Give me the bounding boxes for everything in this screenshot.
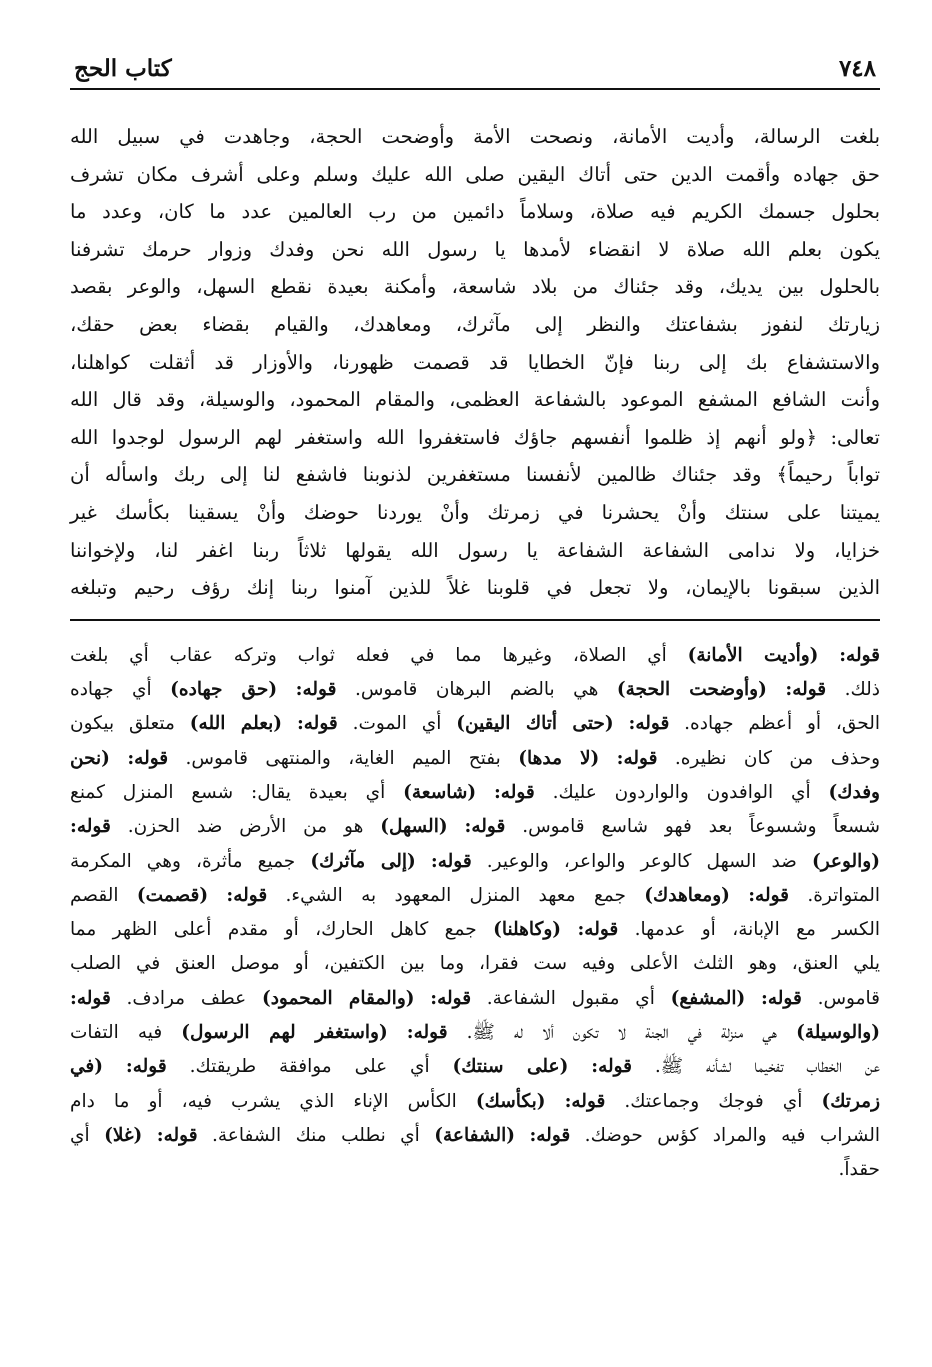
footnote-line: قاموس. قوله: (المشفع) أي مقبول الشفاعة. قوله: (والمقام المحمود) عطف مرادف. قوله: bbox=[70, 987, 880, 1009]
footnote-line: شسعاً وشسوعاً بعد فهو شاسع قاموس. قوله: (السهل) هو من الأرض ضد الحزن. قوله: bbox=[70, 816, 880, 838]
book-page bbox=[70, 40, 880, 1187]
footnote-line: حقداً. bbox=[838, 1159, 880, 1181]
main-text-line: وأنت الشافع المشفع الموعود بالشفاعة العظمى، والمقام المحمود، والوسيلة، وقد قال الله bbox=[70, 388, 880, 412]
main-text-line: بحلول جسمك الكريم فيه صلاة، وسلاماً دائمين من رب العالمين عدد ما كان، وعدد ما bbox=[70, 200, 880, 224]
footnote-line: وفدك) أي الوافدون والواردون عليك. قوله: (شاسعة) أي بعيدة يقال: شسع المنزل كمنع bbox=[70, 781, 880, 803]
page-header bbox=[70, 40, 880, 90]
footnote-line: يلي العنق، وهو الثلث الأعلى وفيه ست فقرا، وما بين الكتفين، أو موصل العنق في الصلب bbox=[70, 953, 880, 975]
book-title: كتاب الحج bbox=[74, 55, 172, 82]
footnote-divider bbox=[70, 619, 880, 621]
footnote-line: (والوسيلة) هي منزلة في الجنة لا تكون ألا له ﷺ. قوله: (واستغفر لهم الرسول) فيه التفات bbox=[70, 1021, 880, 1043]
main-text-line: حق جهاده وأقمت الدين حتى أتاك اليقين صلى الله عليك وسلم وعلى أشرف مكان تشرف bbox=[70, 162, 880, 186]
footnote-line: المتواترة. قوله: (ومعاهدك) جمع معهد المنزل المعهود به الشيء. قوله: (قصمت) القصم bbox=[70, 884, 881, 906]
main-text-line: بلغت الرسالة، وأديت الأمانة، ونصحت الأمة وأوضحت الحجة، وجاهدت في سبيل الله bbox=[70, 125, 880, 148]
main-text-line: الذين سبقونا بالإيمان، ولا تجعل في قلوبنا غلاً للذين آمنوا ربنا إنك رؤف رحيم وتبلغه bbox=[70, 576, 880, 600]
main-text bbox=[70, 118, 880, 607]
footnote-line: زمرتك) أي فوجك وجماعتك. قوله: (بكأسك) الكأس الإناء الذي يشرب فيه، أو ما دام bbox=[70, 1090, 880, 1112]
footnote-line: عن الخطاب تفخيما لشأنه ﷺ. قوله: (على سنتك) أي على موافقة طريقتك. قوله: (في bbox=[70, 1056, 881, 1078]
main-text-line: يميتنا على سنتك وأنْ يحشرنا في زمرتك وأنْ يوردنا حوضك وأنْ يسقينا بكأسك غير bbox=[70, 500, 880, 524]
main-text-line: زيارتك لنفوز بشفاعتك والنظر إلى مآثرك، ومعاهدك، والقيام بقضاء بعض حقك، bbox=[70, 312, 880, 336]
main-text-line: خزايا، ولا ندامى الشفاعة الشفاعة يا رسول الله يقولها ثلاثاً ربنا اغفر لنا، ولإخواننا bbox=[70, 538, 880, 562]
main-text-line: يكون بعلم الله صلاة لا انقضاء لأمدها يا رسول الله نحن وفدك وزوار حرمك تشرفنا bbox=[70, 237, 880, 261]
footnote-line: ذلك. قوله: (وأوضحت الحجة) هي بالضم البرهان قاموس. قوله: (حق جهاده) أي جهاده bbox=[70, 679, 881, 701]
main-text-line: والاستشفاع بك إلى ربنا فإنّ الخطايا قد قصمت ظهورنا، والأوزار قد أثقلت كواهلنا، bbox=[70, 350, 880, 374]
footnote-line: الحق، أو أعظم جهاده. قوله: (حتى أتاك اليقين) أي الموت. قوله: (بعلم الله) متعلق بيكون bbox=[70, 713, 881, 735]
footnote-line: قوله: (وأديت الأمانة) أي الصلاة، وغيرها مما في فعله ثواب وتركه عقاب أي بلغت bbox=[70, 644, 880, 666]
footnote-line: (والوعر) ضد السهل كالوعر والواعر، والوعير. قوله: (إلى مآثرك) جميع مأثرة، وهي المكرمة bbox=[70, 850, 880, 872]
main-text-line: تواباً رحيماً﴾ وقد جئناك ظالمين لأنفسنا مستغفرين لذنوبنا فاشفع لنا إلى ربك واسأله أن bbox=[70, 463, 880, 487]
footnote-line: وحذف من كان نظيره. قوله: (لا مدها) بفتح الميم الغاية، والمنتهى قاموس. قوله: (نحن bbox=[70, 747, 880, 769]
main-text-line: تعالى: ﴿ولو أنهم إذ ظلموا أنفسهم جاؤك فاستغفروا الله واستغفر لهم الرسول لوجدوا الله bbox=[70, 425, 880, 449]
footnote-line: الشراب فيه والمراد كؤس حوضك. قوله: (الشفاعة) أي نطلب منك الشفاعة. قوله: (غلا) أي bbox=[70, 1124, 880, 1146]
page-number: ٧٤٨ bbox=[838, 55, 876, 82]
main-text-line: بالحلول بين يديك، وقد جئناك من بلاد شاسعة، وأمكنة بعيدة نقطع السهل، والوعر بقصد bbox=[70, 275, 880, 299]
footnote-line: الكسر مع الإبانة، أو عدمها. قوله: (وكاهلنا) جمع كاهل الحارك، أو مقدم أعلى الظهر مما bbox=[70, 919, 880, 941]
footnotes bbox=[70, 639, 880, 1188]
